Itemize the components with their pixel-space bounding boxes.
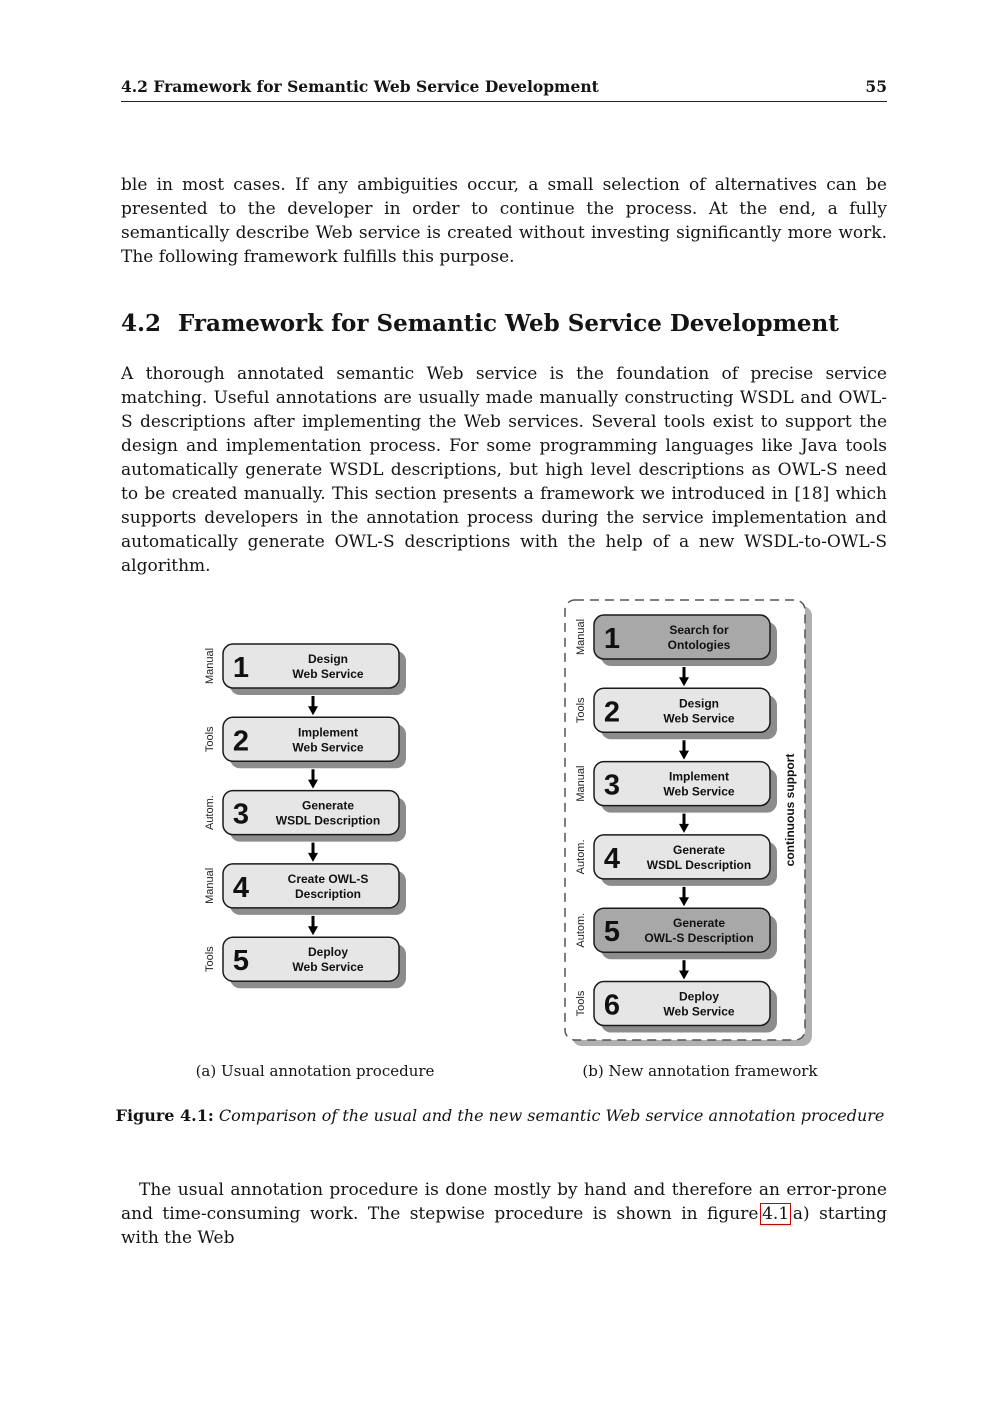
- step-label-line2: Description: [294, 886, 362, 901]
- section-title: Framework for Semantic Web Service Development: [178, 310, 839, 337]
- figure-caption-text: Comparison of the usual and the new semantic Web service annotation procedure: [218, 1106, 885, 1125]
- step-label-line1: Implement: [668, 769, 730, 784]
- flow-arrow-head: [308, 780, 318, 789]
- step-number: 5: [603, 916, 621, 949]
- step-box: [594, 982, 770, 1026]
- running-title: 4.2 Framework for Semantic Web Service Development: [121, 77, 599, 96]
- step-label-line1: Generate: [672, 916, 726, 931]
- section-paragraph: A thorough annotated semantic Web service is the foundation of precise service matching. Useful annotations are usually made manually constructing WSDL and OWL-S descriptions after implementing the Web services. Several tools exist to support the design and implementation process. For some programming languages like Java tools automatically generate WSDL descriptions, but high level descriptions as OWL-S need to be created manually. This section presents a framework we introduced in [18] which supports developers in the annotation process during the service implementation and automatically generate OWL-S descriptions with the help of a new WSDL-to-OWL-S algorithm.: [121, 364, 887, 576]
- step-label-line2: Web Service: [663, 711, 735, 726]
- step-number: 4: [603, 842, 621, 875]
- step-label-line2: OWL-S Description: [644, 931, 754, 946]
- step-label-line2: Web Service: [292, 740, 364, 755]
- step-label-line1: Search for: [669, 623, 729, 637]
- step-label-line1: Create OWL-S: [287, 871, 369, 886]
- step-number: 5: [232, 945, 250, 978]
- flow-step: [575, 982, 777, 1033]
- closing-text-after: a) starting with the Web: [121, 1204, 887, 1248]
- section-heading: [121, 310, 839, 337]
- step-mode-label: Manual: [204, 647, 216, 685]
- flow-arrow-head: [308, 926, 318, 935]
- figure-reference-link[interactable]: 4.1: [762, 1204, 790, 1224]
- step-mode-label: Autom.: [575, 912, 587, 948]
- figure-a-diagram: [195, 630, 425, 1000]
- step-mode-label: Manual: [575, 618, 587, 656]
- step-label-line1: Deploy: [307, 945, 349, 960]
- step-number: 2: [603, 696, 621, 729]
- step-number: 3: [232, 798, 250, 831]
- figure-b-diagram: [560, 596, 820, 1054]
- flow-step: [204, 864, 406, 935]
- step-mode-label: Autom.: [575, 839, 587, 875]
- step-mode-label: Manual: [575, 765, 587, 802]
- running-header: [121, 77, 887, 102]
- step-label-line1: Design: [307, 652, 349, 666]
- step-number: 3: [603, 769, 621, 802]
- step-mode-label: Tools: [204, 726, 216, 753]
- closing-text-before: The usual annotation procedure is done mostly by hand and therefore an error-prone and time-consuming work. The stepwise procedure is shown in figure: [121, 1180, 887, 1224]
- step-label-line1: Generate: [672, 842, 726, 857]
- step-label-line2: Web Service: [292, 960, 364, 975]
- step-label-line2: Ontologies: [667, 638, 731, 652]
- step-box: [223, 644, 399, 688]
- intro-paragraph: ble in most cases. If any ambiguities occur, a small selection of alternatives can be presented to the developer in order to continue the process. At the end, a fully semantically describe Web service is created without investing significantly more work. The following framework fulfills this purpose.: [121, 175, 887, 267]
- step-box: [594, 615, 770, 659]
- step-number: 4: [232, 871, 250, 904]
- subcaption-a: (a) Usual annotation procedure: [195, 1062, 435, 1080]
- figure-caption: [100, 1106, 900, 1125]
- step-label-line2: WSDL Description: [275, 813, 381, 828]
- closing-paragraph: [121, 1178, 887, 1250]
- step-label-line1: Implement: [297, 725, 359, 740]
- step-label-line2: Web Service: [663, 1004, 735, 1019]
- step-mode-label: Autom.: [204, 795, 216, 831]
- continuous-support-label: continuous support: [783, 753, 797, 867]
- step-mode-label: Tools: [575, 697, 587, 724]
- step-label-line2: WSDL Description: [646, 857, 752, 872]
- step-number: 2: [232, 725, 250, 758]
- subcaption-b: (b) New annotation framework: [582, 1062, 818, 1080]
- figure-label: Figure 4.1:: [115, 1106, 214, 1125]
- step-mode-label: Tools: [204, 946, 216, 973]
- page-number: 55: [865, 77, 887, 96]
- step-label-line1: Design: [678, 696, 720, 711]
- flow-arrow-head: [308, 706, 318, 715]
- flow-step: [204, 644, 406, 715]
- step-mode-label: Manual: [204, 867, 216, 904]
- step-number: 1: [232, 652, 250, 684]
- flow-arrow-head: [308, 853, 318, 862]
- step-label-line1: Generate: [301, 798, 355, 813]
- flow-step: [204, 717, 406, 788]
- step-label-line2: Web Service: [292, 667, 364, 681]
- flow-step: [204, 937, 406, 988]
- step-number: 1: [603, 623, 621, 655]
- flow-step: [204, 791, 406, 862]
- section-number: 4.2: [121, 310, 162, 337]
- step-label-line2: Web Service: [663, 784, 735, 799]
- step-mode-label: Tools: [575, 990, 587, 1017]
- step-label-line1: Deploy: [678, 989, 720, 1004]
- step-number: 6: [603, 989, 621, 1022]
